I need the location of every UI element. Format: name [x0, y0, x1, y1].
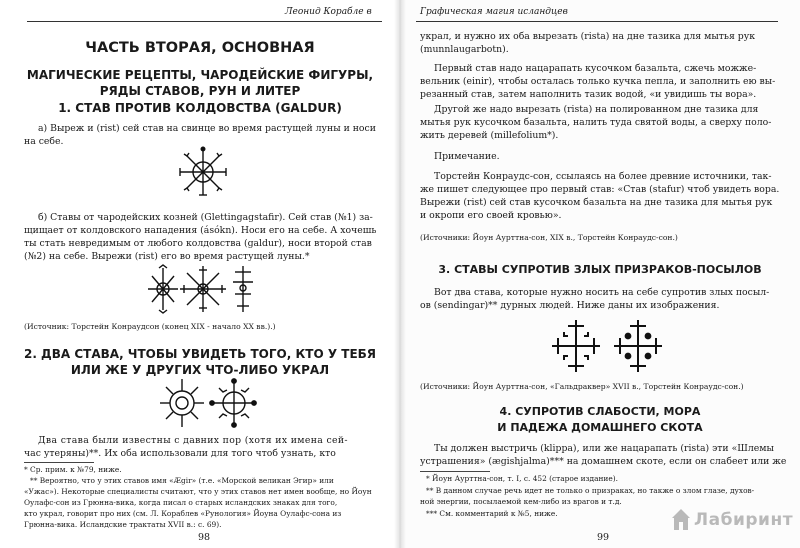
para-c-line2: час утеряны)**. Их оба использовали для того чтоб узнать, кто	[24, 448, 336, 459]
footnote-1-left: * Ср. прим. к №79, ниже.	[24, 465, 122, 474]
page-number-left: 98	[198, 532, 211, 543]
page-number-right: 99	[597, 532, 610, 543]
right-page	[400, 0, 800, 548]
para2-line2: вельник (einir), чтобы осталась только кучка пепла, и заполнить ею вы-	[420, 76, 776, 87]
para5-line1: Вот два става, которые нужно носить на себе супротив злых посыл-	[434, 287, 770, 298]
para4-line1: Торстейн Конраудс-сон, ссылаясь на более древние источники, так-	[434, 171, 772, 182]
footnote-2-right-line2: ной энергии, посылаемой кем-либо из врагов и т.д.	[420, 497, 622, 506]
galdur-stave-icon	[180, 147, 226, 197]
running-head-rule-right	[416, 21, 778, 22]
labirint-logo-icon	[670, 508, 692, 532]
source-right-1: (Источники: Йоун Аурттна-сон, XIX в., Торстейн Конраудс-сон.)	[420, 233, 678, 242]
para3-line1: Другой же надо вырезать (rista) на полированном дне тазика для	[434, 104, 759, 115]
footnote-2-line1: ** Вероятно, что у этих ставов имя «Ægir» (т.е. «Морской великан Эгир» или	[30, 476, 334, 485]
footnote-1-right: * Йоун Аурттна-сон, т. I, с. 452 (старое издание).	[426, 474, 618, 483]
heading-2-line1: 2. ДВА СТАВА, ЧТОБЫ УВИДЕТЬ ТОГО, КТО У ТЕБЯ	[23, 347, 377, 361]
footnote-2-line3: Оулафс-сон из Грюнна-вика, когда писал о старых исландских знаках для того,	[24, 498, 338, 507]
para3-line3: жить деревей (millefolium*).	[420, 130, 559, 141]
heading-4-line1: 4. СУПРОТИВ СЛАБОСТИ, МОРА	[499, 405, 701, 418]
heading-3: 3. СТАВЫ СУПРОТИВ ЗЛЫХ ПРИЗРАКОВ-ПОСЫЛОВ	[438, 263, 762, 276]
para6-line2: устрашения» (ægishjalma)*** на домашнем скоте, если он слабеет или же	[420, 456, 787, 467]
thief-staves-icon	[160, 377, 256, 429]
note-label: Примечание.	[434, 151, 500, 162]
para2-line3: резанный став, затем наполнить тазик водой, «и увидишь ты вора».	[420, 89, 757, 100]
para4-line2: же пишет следующее про первый став: «Став (stafur) чтоб увидеть вора.	[420, 184, 780, 195]
footnote-2-line2: «Ужас»). Некоторые специалисты считают, что у этих ставов нет имен вообще, но Йоун	[24, 487, 372, 496]
para-a-line2: на себе.	[24, 136, 64, 147]
running-head-left: Леонид Корабле в	[285, 7, 372, 17]
section-title-line2: РЯДЫ СТАВОВ, РУН И ЛИТЕР	[99, 84, 301, 98]
part-title: ЧАСТЬ ВТОРАЯ, ОСНОВНАЯ	[85, 40, 315, 56]
footnote-2-line5: Грюнна-вика. Исландские трактаты XVII в.: с. 69).	[24, 520, 222, 529]
para4-line3: Вырежи (rist) сей став кусочком базальта на дне тазика для мытья рук	[420, 197, 773, 208]
sendingar-staves-icon	[548, 318, 666, 374]
heading-1: 1. СТАВ ПРОТИВ КОЛДОВСТВА (GALDUR)	[58, 101, 342, 115]
book-gutter	[394, 0, 406, 548]
para5-line2: ов (sendingar)** дурных людей. Ниже даны их изображения.	[420, 300, 720, 311]
para-b-line3: ты стать невредимым от любого колдовства (galdur), носи второй став	[24, 238, 372, 249]
section-title-line1: МАГИЧЕСКИЕ РЕЦЕПТЫ, ЧАРОДЕЙСКИЕ ФИГУРЫ,	[26, 68, 374, 82]
heading-4-line2: И ПАДЕЖА ДОМАШНЕГО СКОТА	[497, 421, 703, 434]
running-head-rule-left	[27, 21, 382, 22]
para3-line2: мытья рук кусочком базальта, налить туда святой воды, а сверху поло-	[420, 117, 772, 128]
footnote-2-line4: кто украл, говорит про них (см. Л. Кораблев «Рунология» Йоуна Оулафс-сона из	[24, 509, 342, 518]
running-head-right: Графическая магия исландцев	[420, 7, 568, 17]
source-left: (Источник: Торстейн Конраудсон (конец XIX - начало XX вв.).)	[24, 322, 276, 331]
heading-2-line2: ИЛИ ЖЕ У ДРУГИХ ЧТО-ЛИБО УКРАЛ	[70, 363, 330, 377]
watermark-text: Лабиринт	[694, 510, 794, 530]
para-a-line1: а) Выреж и (rist) сей став на свинце во время растущей луны и носи	[38, 123, 376, 134]
para-c-line1: Два става были известны с давних пор (хотя их имена сей-	[38, 435, 348, 446]
para-b-line1: б) Ставы от чародейских козней (Glettingagstafir). Сей став (№1) за-	[38, 212, 373, 223]
para1-line1: украл, и нужно их оба вырезать (rista) на дне тазика для мытья рук	[420, 31, 756, 42]
para-b-line2: щищает от колдовского нападения (ásókn). Носи его на себе. А хочешь	[24, 225, 377, 236]
footnote-2-right-line1: ** В данном случае речь идет не только о призраках, но также о злом глазе, духов-	[426, 486, 755, 495]
para2-line1: Первый став надо нацарапать кусочком базальта, сжечь можже-	[434, 63, 757, 74]
footnote-rule-left	[24, 462, 94, 463]
para-b-line4: (№2) на себе. Вырежи (rist) его во время растущей луны.*	[24, 251, 310, 262]
footnote-rule-right	[420, 471, 490, 472]
para6-line1: Ты должен выстричь (klippa), или же нацарапать (rista) эти «Шлемы	[434, 443, 774, 454]
source-right-2: (Источники: Йоун Аурттна-сон, «Гальдраквер» XVII в., Торстейн Конраудс-сон.)	[420, 382, 744, 391]
footnote-3-right: *** См. комментарий к №5, ниже.	[426, 509, 558, 518]
glettingagstafir-staves-icon	[148, 264, 258, 314]
para4-line4: и окропи его своей кровью».	[420, 210, 562, 221]
para1-line2: (munnlaugarbotn).	[420, 44, 509, 55]
